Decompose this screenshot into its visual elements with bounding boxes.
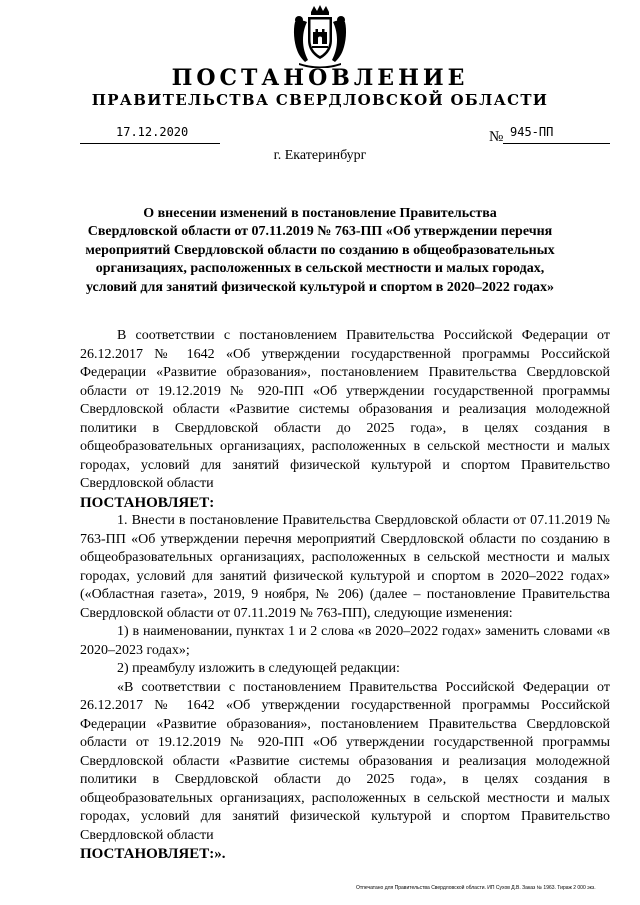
body-paragraph: 2) преамбулу изложить в следующей редакции: bbox=[117, 661, 400, 676]
document-heading bbox=[60, 205, 580, 297]
document-date: 17.12.2020 bbox=[116, 125, 189, 139]
document-subtitle: ПРАВИТЕЛЬСТВА СВЕРДЛОВСКОЙ ОБЛАСТИ bbox=[91, 91, 549, 109]
decree-statement: ПОСТАНОВЛЯЕТ: bbox=[80, 494, 215, 511]
heading-line: О внесении изменений в постановление Правительства bbox=[143, 206, 497, 221]
decree-statement: ПОСТАНОВЛЯЕТ:». bbox=[80, 846, 226, 862]
heading-line: организациях, расположенных в сельской местности и малых городах, bbox=[95, 261, 545, 277]
print-footer: Отпечатано для Правительства Свердловской области. ИП Сухов Д.В. Заказ № 1963. Тираж 2 000 экз. bbox=[356, 885, 596, 891]
heading-line: Свердловской области от 07.11.2019 № 763-ПП «Об утверждении перечня bbox=[87, 224, 553, 240]
heading-line: мероприятий Свердловской области по созданию в общеобразовательных bbox=[85, 242, 555, 258]
document-number: 945-ПП bbox=[510, 125, 554, 139]
document-city: г. Екатеринбург bbox=[273, 148, 367, 163]
body-paragraph: В соответствии с постановлением Правительства Российской Федерации от 26.12.2017 № 1642 «Об утверждении государственной программы Российской Федерации «Развитие образования», постановлением Правительства Свердловской области от 19.12.2019 № 920-ПП «Об утверждении государственной программы Свердловской области «Развитие системы образования и реализация молодежной политики в Свердловской области до 2025 года», в целях создания в общеобразовательных организациях, расположенных в сельской местности и малых городах, условий для занятий физической культурой и спортом Правительство Свердловской области bbox=[80, 328, 610, 491]
document-title: ПОСТАНОВЛЕНИЕ bbox=[171, 65, 469, 91]
body-paragraph: 1) в наименовании, пунктах 1 и 2 слова «в 2020–2022 годах» заменить словами «в 2020–2023 годах»; bbox=[80, 624, 610, 658]
document-body bbox=[80, 327, 610, 864]
number-underline bbox=[503, 143, 610, 144]
body-paragraph: 1. Внести в постановление Правительства Свердловской области от 07.11.2019 № 763-ПП «Об утверждении перечня мероприятий Свердловской области по созданию в общеобразовательных организациях, расположенных в сельской местности и малых городах, условий для занятий физической культурой и спортом в 2020–2022 годах» («Областная газета», 2019, 9 ноября, № 206) (далее – постановление Правительства Свердловской области от 07.11.2019 № 763-ПП), следующие изменения: bbox=[80, 513, 610, 621]
number-sign: № bbox=[489, 129, 504, 145]
coat-of-arms-icon bbox=[291, 4, 349, 68]
heading-line: условий для занятий физической культурой и спортом в 2020–2022 годах» bbox=[85, 279, 555, 295]
date-underline bbox=[80, 143, 220, 144]
body-paragraph: «В соответствии с постановлением Правительства Российской Федерации от 26.12.2017 № 1642 «Об утверждении государственной программы Российской Федерации «Развитие образования», постановлением Правительства Свердловской области от 19.12.2019 № 920-ПП «Об утверждении государственной программы Свердловской области «Развитие системы образования и реализация молодежной политики в Свердловской области до 2025 года», в целях создания в общеобразовательных организациях, расположенных в сельской местности и малых городах, условий для занятий физической культурой и спортом Правительство Свердловской области bbox=[80, 679, 610, 843]
